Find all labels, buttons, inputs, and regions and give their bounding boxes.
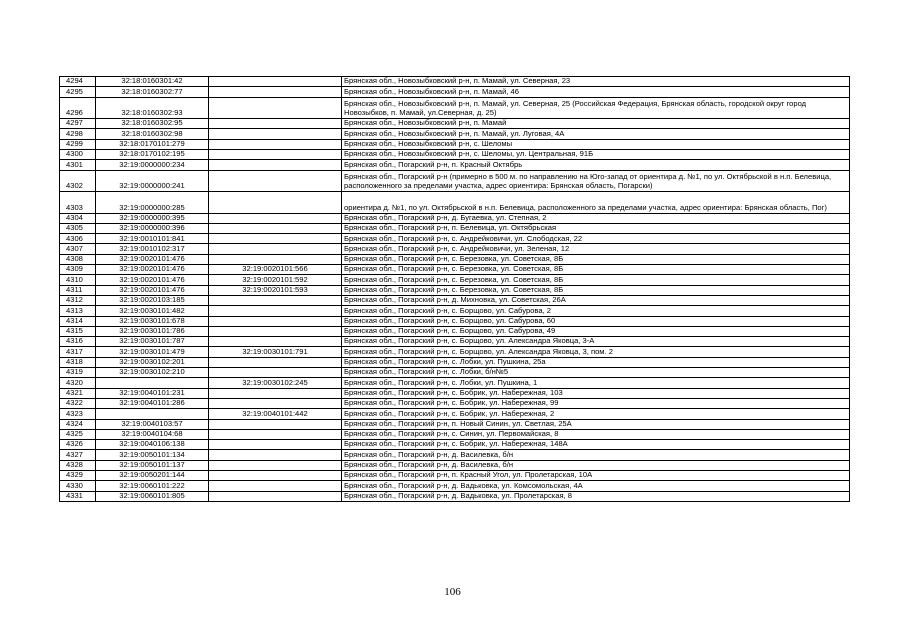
registry-table-body — [60, 77, 850, 502]
registry-table — [59, 76, 850, 502]
address-cell: Брянская обл., Погарский р-н, п. Красный Угол, ул. Пролетарская, 10А — [342, 471, 850, 481]
table-row — [60, 388, 850, 398]
table-row — [60, 160, 850, 170]
linked-cadastral-number-cell — [209, 170, 342, 192]
linked-cadastral-number-cell — [209, 316, 342, 326]
address-cell: Брянская обл., Погарский р-н, п. Красный Октябрь — [342, 160, 850, 170]
address-cell: Брянская обл., Погарский р-н, с. Синин, ул. Первомайская, 8 — [342, 429, 850, 439]
table-row — [60, 295, 850, 305]
row-number-cell: 4318 — [60, 357, 96, 367]
row-number-cell: 4295 — [60, 87, 96, 97]
linked-cadastral-number-cell: 32:19:0020101:593 — [209, 285, 342, 295]
table-row — [60, 419, 850, 429]
cadastral-number-cell: 32:19:0040101:231 — [96, 388, 209, 398]
linked-cadastral-number-cell — [209, 119, 342, 129]
row-number-cell: 4308 — [60, 254, 96, 264]
linked-cadastral-number-cell — [209, 491, 342, 501]
linked-cadastral-number-cell — [209, 471, 342, 481]
table-row — [60, 77, 850, 87]
address-cell: Брянская обл., Погарский р-н, с. Лобки, ул. Пушкина, 25а — [342, 357, 850, 367]
cadastral-number-cell: 32:19:0040103:57 — [96, 419, 209, 429]
cadastral-number-cell: 32:19:0060101:805 — [96, 491, 209, 501]
linked-cadastral-number-cell: 32:19:0020101:592 — [209, 275, 342, 285]
table-row — [60, 119, 850, 129]
table-row — [60, 149, 850, 159]
cadastral-number-cell: 32:19:0040104:68 — [96, 429, 209, 439]
cadastral-number-cell: 32:19:0040101:286 — [96, 398, 209, 408]
linked-cadastral-number-cell — [209, 388, 342, 398]
cadastral-number-cell: 32:18:0170102:195 — [96, 149, 209, 159]
address-cell: Брянская обл., Погарский р-н, с. Борщово, ул. Александра Яковца, 3, пом. 2 — [342, 347, 850, 357]
cadastral-number-cell: 32:19:0000000:396 — [96, 223, 209, 233]
cadastral-number-cell: 32:19:0030102:201 — [96, 357, 209, 367]
table-row — [60, 244, 850, 254]
table-row — [60, 87, 850, 97]
cadastral-number-cell: 32:19:0050101:137 — [96, 460, 209, 470]
table-row — [60, 223, 850, 233]
address-cell: Брянская обл., Погарский р-н, с. Борщово, ул. Александра Яковца, 3-А — [342, 337, 850, 347]
cadastral-number-cell: 32:19:0030101:482 — [96, 306, 209, 316]
cadastral-number-cell: 32:18:0160301:42 — [96, 77, 209, 87]
table-row — [60, 265, 850, 275]
address-cell: Брянская обл., Погарский р-н, с. Борщово, ул. Сабурова, 2 — [342, 306, 850, 316]
linked-cadastral-number-cell: 32:19:0030101:791 — [209, 347, 342, 357]
linked-cadastral-number-cell — [209, 223, 342, 233]
row-number-cell: 4312 — [60, 295, 96, 305]
linked-cadastral-number-cell — [209, 77, 342, 87]
address-cell: Брянская обл., Погарский р-н, с. Андрейковичи, ул. Зеленая, 12 — [342, 244, 850, 254]
address-cell: Брянская обл., Погарский р-н, с. Андрейковичи, ул. Слободская, 22 — [342, 234, 850, 244]
row-number-cell: 4305 — [60, 223, 96, 233]
table-row — [60, 306, 850, 316]
cadastral-number-cell: 32:19:0040106:138 — [96, 440, 209, 450]
linked-cadastral-number-cell — [209, 234, 342, 244]
row-number-cell: 4330 — [60, 481, 96, 491]
linked-cadastral-number-cell — [209, 192, 342, 214]
cadastral-number-cell: 32:19:0020103:185 — [96, 295, 209, 305]
cadastral-number-cell: 32:18:0160302:98 — [96, 129, 209, 139]
cadastral-number-cell: 32:19:0050101:134 — [96, 450, 209, 460]
linked-cadastral-number-cell — [209, 419, 342, 429]
linked-cadastral-number-cell — [209, 254, 342, 264]
row-number-cell: 4296 — [60, 97, 96, 119]
table-row — [60, 170, 850, 192]
cadastral-number-cell: 32:19:0010101:841 — [96, 234, 209, 244]
row-number-cell: 4328 — [60, 460, 96, 470]
row-number-cell: 4300 — [60, 149, 96, 159]
address-cell: Брянская обл., Новозыбковский р-н, п. Мамай, ул. Северная, 23 — [342, 77, 850, 87]
table-row — [60, 471, 850, 481]
address-cell: Брянская обл., Погарский р-н, с. Березовка, ул. Советская, 8Б — [342, 265, 850, 275]
row-number-cell: 4321 — [60, 388, 96, 398]
linked-cadastral-number-cell — [209, 337, 342, 347]
cadastral-number-cell: 32:19:0050201:144 — [96, 471, 209, 481]
row-number-cell: 4323 — [60, 409, 96, 419]
linked-cadastral-number-cell: 32:19:0030102:245 — [209, 378, 342, 388]
linked-cadastral-number-cell: 32:19:0020101:566 — [209, 265, 342, 275]
address-cell: Брянская обл., Погарский р-н, с. Лобки, ул. Пушкина, 1 — [342, 378, 850, 388]
linked-cadastral-number-cell: 32:19:0040101:442 — [209, 409, 342, 419]
linked-cadastral-number-cell — [209, 244, 342, 254]
cadastral-number-cell: 32:19:0020101:476 — [96, 265, 209, 275]
row-number-cell: 4299 — [60, 139, 96, 149]
row-number-cell: 4329 — [60, 471, 96, 481]
linked-cadastral-number-cell — [209, 87, 342, 97]
table-row — [60, 275, 850, 285]
row-number-cell: 4302 — [60, 170, 96, 192]
address-cell: Брянская обл., Погарский р-н, д. Василевка, б/н — [342, 450, 850, 460]
linked-cadastral-number-cell — [209, 306, 342, 316]
cadastral-number-cell: 32:19:0000000:234 — [96, 160, 209, 170]
address-cell: Брянская обл., Погарский р-н, п. Белевица, ул. Октябрьская — [342, 223, 850, 233]
cadastral-number-cell: 32:19:0030101:787 — [96, 337, 209, 347]
linked-cadastral-number-cell — [209, 450, 342, 460]
row-number-cell: 4322 — [60, 398, 96, 408]
table-row — [60, 326, 850, 336]
linked-cadastral-number-cell — [209, 149, 342, 159]
address-cell: Брянская обл., Новозыбковский р-н, п. Мамай — [342, 119, 850, 129]
table-row — [60, 234, 850, 244]
linked-cadastral-number-cell — [209, 139, 342, 149]
table-row — [60, 398, 850, 408]
address-cell: Брянская обл., Новозыбковский р-н, п. Мамай, ул. Луговая, 4А — [342, 129, 850, 139]
table-row — [60, 97, 850, 119]
address-cell: Брянская обл., Погарский р-н, с. Березовка, ул. Советская, 8Б — [342, 254, 850, 264]
linked-cadastral-number-cell — [209, 129, 342, 139]
table-row — [60, 481, 850, 491]
address-cell: Брянская обл., Погарский р-н, д. Вадьковка, ул. Комсомольская, 4А — [342, 481, 850, 491]
table-row — [60, 337, 850, 347]
row-number-cell: 4327 — [60, 450, 96, 460]
address-cell: Брянская обл., Погарский р-н, с. Борщово, ул. Сабурова, 49 — [342, 326, 850, 336]
address-cell: Брянская обл., Погарский р-н, с. Бобрик, ул. Набережная, 2 — [342, 409, 850, 419]
row-number-cell: 4310 — [60, 275, 96, 285]
cadastral-number-cell: 32:18:0160302:77 — [96, 87, 209, 97]
address-cell: ориентира д. №1, по ул. Октябрьской в н.п. Белевица, расположенного за пределами участка, адрес ориентира: Брянская область, Пог) — [342, 192, 850, 214]
row-number-cell: 4320 — [60, 378, 96, 388]
cadastral-number-cell: 32:19:0030101:479 — [96, 347, 209, 357]
table-row — [60, 368, 850, 378]
table-row — [60, 440, 850, 450]
table-row — [60, 129, 850, 139]
table-row — [60, 378, 850, 388]
table-row — [60, 347, 850, 357]
table-row — [60, 213, 850, 223]
address-cell: Брянская обл., Новозыбковский р-н, с. Шеломы — [342, 139, 850, 149]
row-number-cell: 4311 — [60, 285, 96, 295]
row-number-cell: 4317 — [60, 347, 96, 357]
address-cell: Брянская обл., Новозыбковский р-н, п. Мамай, ул. Северная, 25 (Российская Федерация, Брянская область, городской округ город Новозыбков, п. Мамай, ул.Северная, д. 25) — [342, 97, 850, 119]
address-cell: Брянская обл., Погарский р-н, д. Вадьковка, ул. Пролетарская, 8 — [342, 491, 850, 501]
linked-cadastral-number-cell — [209, 398, 342, 408]
address-cell: Брянская обл., Погарский р-н, с. Лобки, б/н№5 — [342, 368, 850, 378]
table-row — [60, 285, 850, 295]
cadastral-number-cell: 32:19:0020101:476 — [96, 254, 209, 264]
address-cell: Брянская обл., Новозыбковский р-н, с. Шеломы, ул. Центральная, 91Б — [342, 149, 850, 159]
cadastral-number-cell: 32:19:0020101:476 — [96, 285, 209, 295]
address-cell: Брянская обл., Новозыбковский р-н, п. Мамай, 46 — [342, 87, 850, 97]
row-number-cell: 4298 — [60, 129, 96, 139]
row-number-cell: 4297 — [60, 119, 96, 129]
cadastral-number-cell: 32:19:0020101:476 — [96, 275, 209, 285]
row-number-cell: 4326 — [60, 440, 96, 450]
address-cell: Брянская обл., Погарский р-н, с. Борщово, ул. Сабурова, 60 — [342, 316, 850, 326]
row-number-cell: 4307 — [60, 244, 96, 254]
linked-cadastral-number-cell — [209, 368, 342, 378]
row-number-cell: 4316 — [60, 337, 96, 347]
table-row — [60, 357, 850, 367]
address-cell: Брянская обл., Погарский р-н, д. Василевка, б/н — [342, 460, 850, 470]
cadastral-number-cell: 32:18:0160302:95 — [96, 119, 209, 129]
row-number-cell: 4315 — [60, 326, 96, 336]
row-number-cell: 4314 — [60, 316, 96, 326]
address-cell: Брянская обл., Погарский р-н, с. Бобрик, ул. Набережная, 103 — [342, 388, 850, 398]
table-row — [60, 429, 850, 439]
cadastral-number-cell: 32:19:0000000:395 — [96, 213, 209, 223]
row-number-cell: 4313 — [60, 306, 96, 316]
linked-cadastral-number-cell — [209, 160, 342, 170]
table-row — [60, 409, 850, 419]
linked-cadastral-number-cell — [209, 357, 342, 367]
row-number-cell: 4306 — [60, 234, 96, 244]
row-number-cell: 4331 — [60, 491, 96, 501]
cadastral-number-cell: 32:19:0010102:317 — [96, 244, 209, 254]
row-number-cell: 4324 — [60, 419, 96, 429]
address-cell: Брянская обл., Погарский р-н, п. Новый Синин, ул. Светлая, 25А — [342, 419, 850, 429]
linked-cadastral-number-cell — [209, 460, 342, 470]
linked-cadastral-number-cell — [209, 326, 342, 336]
table-row — [60, 450, 850, 460]
table-row — [60, 491, 850, 501]
linked-cadastral-number-cell — [209, 440, 342, 450]
cadastral-number-cell — [96, 409, 209, 419]
address-cell: Брянская обл., Погарский р-н, д. Михновка, ул. Советская, 26А — [342, 295, 850, 305]
table-row — [60, 254, 850, 264]
cadastral-number-cell: 32:19:0060101:222 — [96, 481, 209, 491]
row-number-cell: 4303 — [60, 192, 96, 214]
address-cell: Брянская обл., Погарский р-н (примерно в 500 м. по направлению на Юго-запад от ориентира д. №1, по ул. Октябрьской в н.п. Белевица, расположенного за пределами участка, адрес ориентира: Брянская область, Погарски) — [342, 170, 850, 192]
linked-cadastral-number-cell — [209, 429, 342, 439]
row-number-cell: 4304 — [60, 213, 96, 223]
row-number-cell: 4325 — [60, 429, 96, 439]
address-cell: Брянская обл., Погарский р-н, с. Березовка, ул. Советская, 8Б — [342, 275, 850, 285]
cadastral-number-cell — [96, 378, 209, 388]
cadastral-number-cell: 32:19:0000000:285 — [96, 192, 209, 214]
address-cell: Брянская обл., Погарский р-н, с. Березовка, ул. Советская, 8Б — [342, 285, 850, 295]
cadastral-number-cell: 32:19:0030101:786 — [96, 326, 209, 336]
table-row — [60, 316, 850, 326]
linked-cadastral-number-cell — [209, 213, 342, 223]
cadastral-number-cell: 32:19:0030102:210 — [96, 368, 209, 378]
row-number-cell: 4319 — [60, 368, 96, 378]
address-cell: Брянская обл., Погарский р-н, д. Бугаевка, ул. Степная, 2 — [342, 213, 850, 223]
page-number: 106 — [444, 586, 461, 598]
row-number-cell: 4309 — [60, 265, 96, 275]
cadastral-number-cell: 32:19:0000000:241 — [96, 170, 209, 192]
cadastral-number-cell: 32:18:0160302:93 — [96, 97, 209, 119]
address-cell: Брянская обл., Погарский р-н, с. Бобрик, ул. Набережная, 99 — [342, 398, 850, 408]
table-row — [60, 460, 850, 470]
address-cell: Брянская обл., Погарский р-н, с. Бобрик, ул. Набережная, 148А — [342, 440, 850, 450]
linked-cadastral-number-cell — [209, 97, 342, 119]
linked-cadastral-number-cell — [209, 481, 342, 491]
row-number-cell: 4294 — [60, 77, 96, 87]
table-row — [60, 139, 850, 149]
cadastral-number-cell: 32:19:0030101:678 — [96, 316, 209, 326]
row-number-cell: 4301 — [60, 160, 96, 170]
table-row — [60, 192, 850, 214]
cadastral-number-cell: 32:18:0170101:279 — [96, 139, 209, 149]
linked-cadastral-number-cell — [209, 295, 342, 305]
